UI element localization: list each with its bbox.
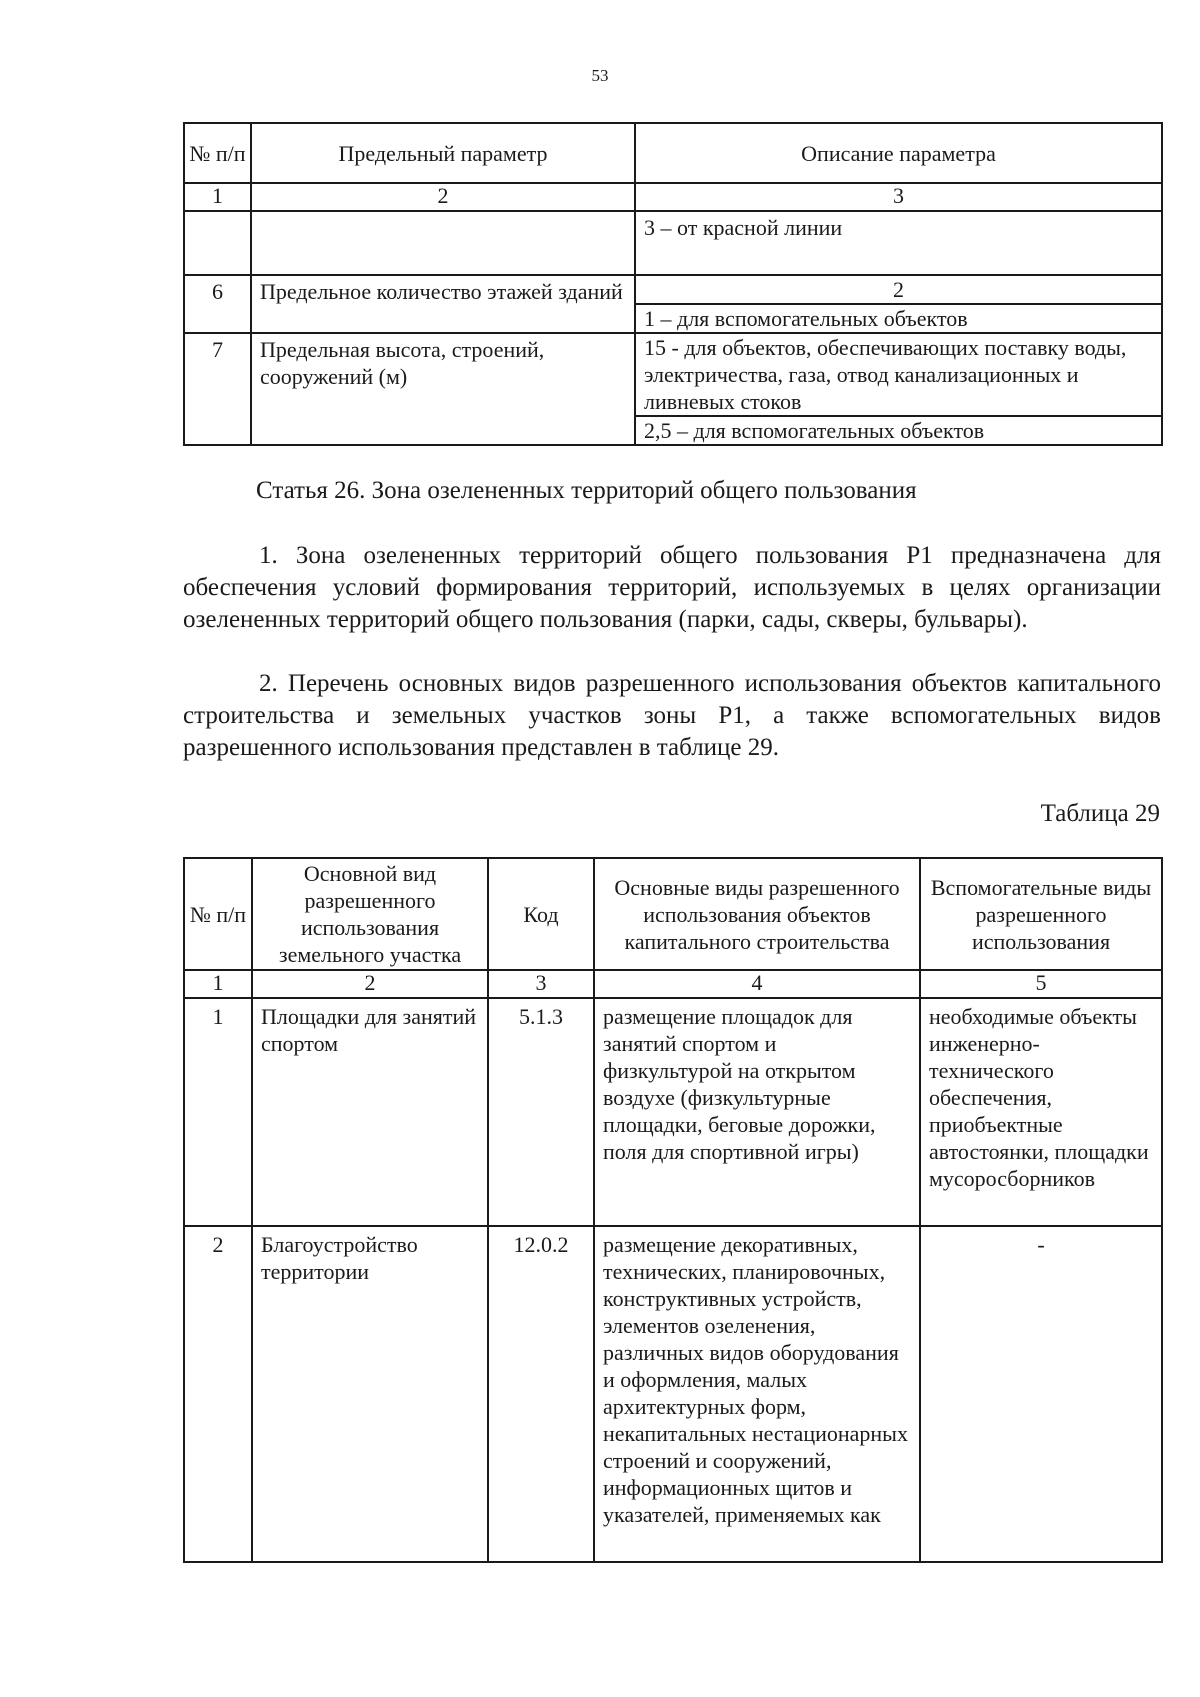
description-line: 1 – для вспомогательных объектов [644, 306, 968, 331]
row-number [184, 211, 251, 275]
column-number: 2 [252, 970, 488, 998]
row-code: 12.0.2 [488, 1226, 594, 1562]
row-parameter [251, 211, 635, 275]
column-number: 5 [920, 970, 1162, 998]
column-numbering-row [184, 970, 1162, 998]
table-caption: Таблица 29 [1040, 800, 1160, 827]
header-auxiliary-use: Вспомогательные виды разрешенного использования [920, 858, 1162, 970]
paragraph [183, 668, 1161, 764]
row-number: 6 [184, 275, 251, 333]
row-description [635, 333, 1162, 445]
table-row [184, 1226, 1162, 1562]
row-main-use: размещение декоративных, технических, планировочных, конструктивных устройств, элементов озеленения, различных видов оборудования и оформления, малых архитектурных форм, некапитальных нестационарных строений и сооружений, информационных щитов и указателей, применяемых как [594, 1226, 920, 1562]
parameters-table [183, 122, 1163, 446]
row-description: 3 – от красной линии [635, 211, 1162, 275]
header-main-land-use: Основной вид разрешенного использования земельного участка [252, 858, 488, 970]
row-number: 1 [184, 998, 252, 1226]
row-main-use: размещение площадок для занятий спортом и физкультурой на открытом воздухе (физкультурные площадки, беговые дорожки, поля для спортивной игры) [594, 998, 920, 1226]
row-number: 7 [184, 333, 251, 445]
row-land-use: Площадки для занятий спортом [252, 998, 488, 1226]
row-auxiliary-use: необходимые объекты инженерно-технического обеспечения, приобъектные автостоянки, площадки мусоросборников [920, 998, 1162, 1226]
row-parameter: Предельная высота, строений, сооружений (м) [251, 333, 635, 445]
permitted-use-table [183, 857, 1163, 1563]
header-description: Описание параметра [635, 123, 1162, 183]
table-header-row [184, 858, 1162, 970]
header-parameter: Предельный параметр [251, 123, 635, 183]
description-line: 15 - для объектов, обеспечивающих поставку воды, электричества, газа, отвод канализационных и ливневых стоков [636, 334, 1161, 417]
column-number: 1 [184, 183, 251, 211]
description-line: 2 [636, 276, 1161, 305]
column-number: 4 [594, 970, 920, 998]
description-line: 2,5 – для вспомогательных объектов [644, 418, 985, 443]
header-code: Код [488, 858, 594, 970]
paragraph-text: 2. Перечень основных видов разрешенного использования объектов капитального строительства и земельных участков зоны Р1, а также вспомогательных видов разрешенного использования представлен в таблице 29. [183, 670, 1161, 761]
row-number: 2 [184, 1226, 252, 1562]
header-number: № п/п [184, 123, 251, 183]
paragraph-text: 1. Зона озелененных территорий общего пользования Р1 предназначена для обеспечения условий формирования территорий, используемых в целях организации озелененных территорий общего пользования (парки, сады, скверы, бульвары). [183, 542, 1161, 633]
row-parameter: Предельное количество этажей зданий [251, 275, 635, 333]
header-main-capital-use: Основные виды разрешенного использования объектов капитального строительства [594, 858, 920, 970]
row-land-use: Благоустройство территории [252, 1226, 488, 1562]
section-heading: Статья 26. Зона озелененных территорий общего пользования [256, 477, 917, 504]
column-number: 2 [251, 183, 635, 211]
table-row [184, 211, 1162, 275]
header-number: № п/п [184, 858, 252, 970]
column-numbering-row [184, 183, 1162, 211]
table-row [184, 275, 1162, 333]
row-code: 5.1.3 [488, 998, 594, 1226]
column-number: 1 [184, 970, 252, 998]
column-number: 3 [635, 183, 1162, 211]
page-number: 53 [591, 66, 609, 85]
row-auxiliary-use: - [920, 1226, 1162, 1562]
row-description [635, 275, 1162, 333]
table-row [184, 998, 1162, 1226]
table-header-row [184, 123, 1162, 183]
table-row [184, 333, 1162, 445]
column-number: 3 [488, 970, 594, 998]
paragraph [183, 540, 1161, 636]
